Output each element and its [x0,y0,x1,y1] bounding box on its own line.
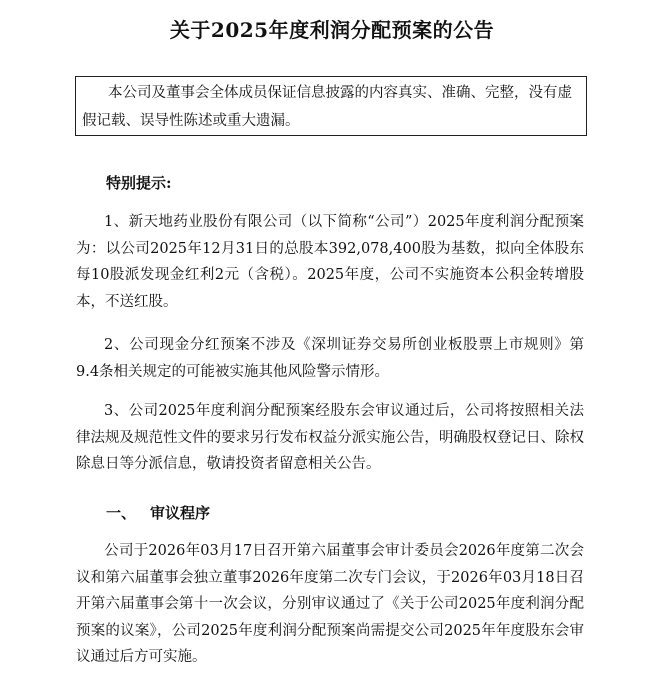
tip-text-1: 1、新天地药业股份有限公司（以下简称“公司”）2025年度利润分配预案为：以公司2025年12月31日的总股本392,078,400股为基数，拟向全体股东每10股派发现金红利2元（含税）。2025年度，公司不实施资本公积金转增股本，不送红股。 [76,214,584,310]
tip-paragraph-2 [76,332,584,385]
tip-text-2: 2、公司现金分红预案不涉及《深圳证券交易所创业板股票上市规则》第9.4条相关规定的可能被实施其他风险警示情形。 [76,337,584,380]
disclosure-notice-box [75,76,587,136]
tip-text-3: 3、公司2025年度利润分配预案经股东会审议通过后，公司将按照相关法律法规及规范性文件的要求另行发布权益分派实施公告，明确股权登记日、除权除息日等分派信息，敬请投资者留意相关公告。 [76,403,584,472]
section-1-title: 审议程序 [150,504,211,522]
document-title: 关于2025年度利润分配预案的公告 [169,18,495,42]
disclosure-notice-text: 本公司及董事会全体成员保证信息披露的内容真实、准确、完整，没有虚假记载、误导性陈述或重大遗漏。 [82,85,572,129]
section-1-heading [106,502,210,523]
special-notice-heading: 特别提示: [106,174,172,192]
section-1-paragraph [76,538,584,671]
tip-paragraph-1 [76,209,584,315]
section-1-body-text: 公司于2026年03月17日召开第六届董事会审计委员会2026年度第二次会议和第六届董事会独立董事2026年度第二次专门会议，于2026年03月18日召开第六届董事会第十一次会议，分别审议通过了《关于公司2025年度利润分配预案的议案》，公司2025年度利润分配预案尚需提交公司2025年年度股东会审议通过后方可实施。 [76,543,584,665]
tip-paragraph-3 [76,398,584,478]
section-1-number: 一、 [106,504,137,522]
